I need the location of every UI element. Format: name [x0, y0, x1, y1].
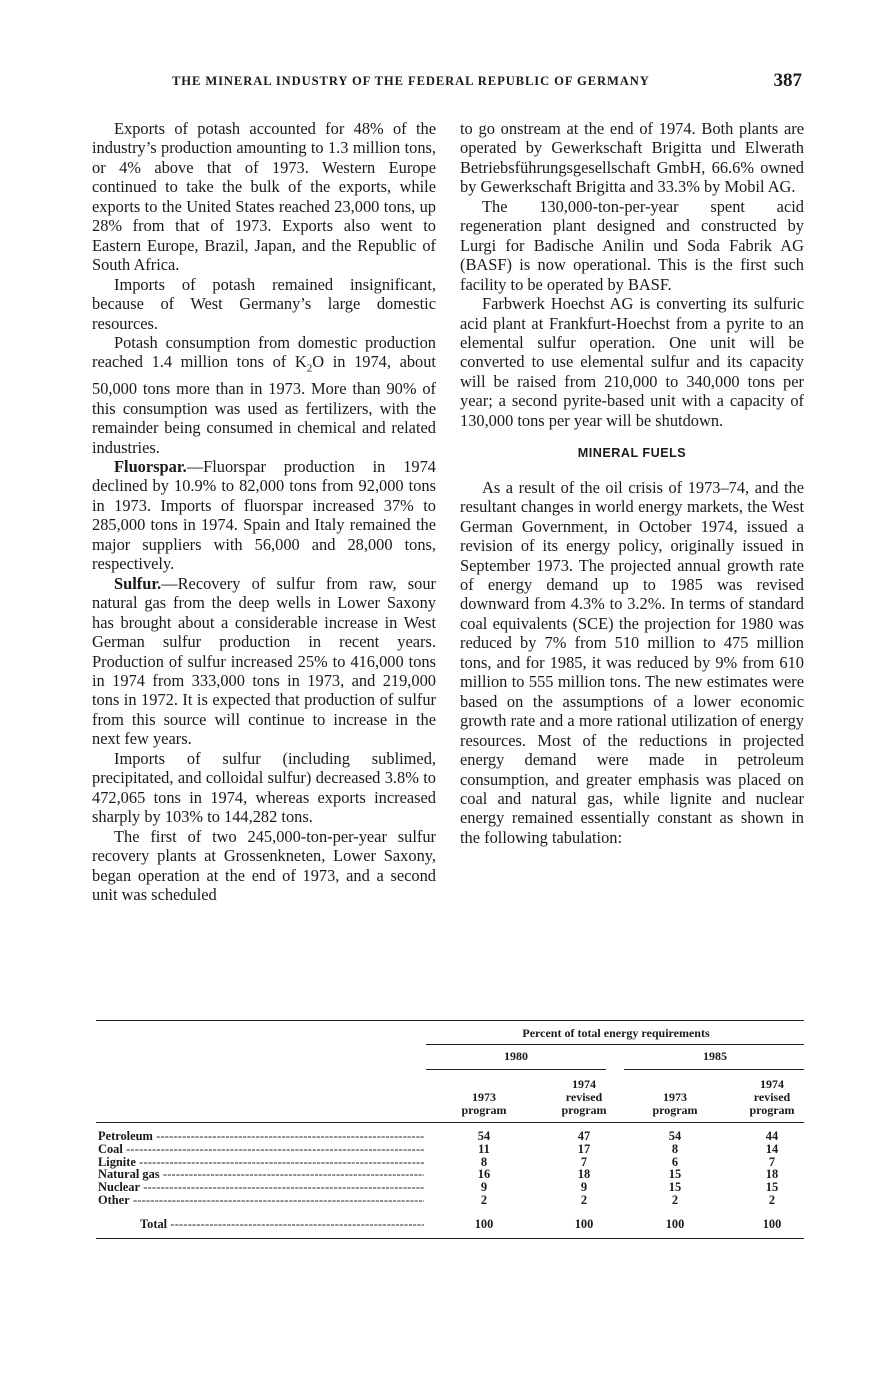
col-header-1985-1973	[640, 1091, 710, 1117]
text-fragment: —Recovery of sulfur from raw, sour natural gas from the deep wells in Lower Saxony has brought about a considerable increase in West German sulfur production in recent years. Production of sulfur increased 25% to 416,000 tons in 1974 from 333,000 tons in 1973, and 219,000 tons in 1972. It is expected that production of sulfur from this source will continue to increase in the next few years.	[92, 573, 436, 749]
paragraph-hoechst: Farbwerk Hoechst AG is converting its sulfuric acid plant at Frankfurt-Hoechst from a pyrite to an elemental sulfur operation. One unit will be converted to use elemental sulfur and its capacity will be raised from 210,000 to 340,000 tons per year; a second pyrite-based unit with a capacity of 130,000 tons per year will be shutdown.	[460, 294, 804, 430]
row-label-natural-gas: Natural gas -----	[98, 1168, 424, 1181]
table-cell: 54	[477, 1129, 491, 1143]
header-line: 1974	[572, 1077, 596, 1091]
table-cell: 15	[668, 1167, 682, 1182]
paragraph-potash-exports: Exports of potash accounted for 48% of the industry’s production amounting to 1.3 million tons, or 4% above that of 1973. Western Europe continued to take the bulk of the exports, while exports to the United States reached 23,000 tons, up 28% from that of 1973. Exports also went to Eastern Europe, Brazil, Japan, and the Republic of South Africa.	[92, 119, 436, 275]
col-header-1985-1974	[734, 1078, 810, 1117]
table-title: Percent of total energy requirements	[522, 1026, 710, 1040]
row-label-total: Total -----	[140, 1218, 424, 1231]
group-rule-1980	[426, 1069, 606, 1070]
table-cell-total: 100	[762, 1217, 782, 1231]
header-line: 1973	[663, 1090, 687, 1104]
section-heading-mineral-fuels: MINERAL FUELS	[577, 446, 687, 461]
text-fragment: —Fluorspar production in 1974 declined by 10.9% to 82,000 tons from 92,000 tons in 1973. Imports of fluorspar increased 37% to 285,000 tons in 1974. Spain and Italy remained the major suppliers with 56,000 and 28,000 tons, respectively.	[92, 456, 436, 574]
page-number: 387	[773, 70, 802, 91]
right-column	[460, 119, 804, 847]
text-fragment: O in 1974, about 50,000 tons more than in 1973. More than 90% of this consumption was used as fertilizers, with the remainder being consumed in chemical and related industries.	[92, 352, 436, 457]
text-fragment: Potash consumption from domestic production reached 1.4 million tons of K	[92, 332, 436, 372]
table-cell-total: 100	[474, 1217, 494, 1231]
table-cell: 18	[765, 1167, 779, 1182]
table-cell-total: 100	[665, 1217, 685, 1231]
paragraph-energy-policy: As a result of the oil crisis of 1973–74, and the resultant changes in world energy markets, the West German Government, in October 1974, issued a revision of its energy policy, originally issued in September 1973. The projected annual growth rate of energy demand up to 1985 was revised downward from 4.3% to 3.2%. In terms of standard coal equivalents (SCE) the projection for 1980 was reduced by 7% from 510 million to 475 million tons, and for 1985, it was reduced by 9% from 610 million to 555 million tons. The new estimates were based on the assumptions of a lower economic growth rate and a more rational utilization of energy resources. Most of the reductions in projected energy demand were made in petroleum consumption, and greater emphasis was placed on coal and natural gas, while lignite and nuclear energy remained essentially constant as shown in the following tabulation:	[460, 477, 804, 847]
header-bottom-rule	[96, 1122, 804, 1123]
group-header-1980: 1980	[504, 1049, 528, 1063]
paragraph-basf: The 130,000-ton-per-year spent acid regeneration plant designed and constructed by Lurgi for Badische Anilin und Soda Fabrik AG (BASF) is now operational. This is the first such facility to be operated by BASF.	[460, 196, 804, 294]
run-in-heading-sulfur: Sulfur.	[114, 573, 162, 593]
page-header	[96, 70, 802, 94]
table-cell: 16	[477, 1167, 491, 1182]
header-line: program	[561, 1103, 607, 1117]
table-cell: 7	[768, 1154, 776, 1169]
paragraph-sulfur	[92, 574, 436, 749]
row-label-coal: Coal -----	[98, 1143, 424, 1156]
paragraph-potash-imports: Imports of potash remained insignificant, because of West Germany’s large domestic resources.	[92, 274, 436, 333]
table-cell: 9	[480, 1180, 488, 1195]
table-cell: 7	[580, 1154, 588, 1169]
table-cell: 6	[671, 1154, 679, 1169]
paragraph-sulfur-plants: The first of two 245,000-ton-per-year sulfur recovery plants at Grossenkneten, Lower Saxony, began operation at the end of 1973, and a second unit was scheduled	[92, 826, 436, 904]
group-rule-1985	[624, 1069, 804, 1070]
table-cell: 15	[668, 1180, 682, 1195]
table-cell: 2	[480, 1193, 488, 1207]
table-cell: 8	[480, 1154, 488, 1169]
group-header-1985: 1985	[703, 1049, 727, 1063]
running-title: THE MINERAL INDUSTRY OF THE FEDERAL REPUBLIC OF GERMANY	[172, 74, 650, 88]
table-bottom-rule	[96, 1238, 804, 1239]
table-cell: 14	[765, 1141, 779, 1156]
table-cell: 15	[765, 1180, 779, 1195]
table-cell: 17	[577, 1141, 591, 1156]
col-header-1980-1973	[448, 1091, 520, 1117]
left-column	[92, 119, 436, 904]
table-cell: 18	[577, 1167, 591, 1182]
row-label-nuclear: Nuclear -----	[98, 1181, 424, 1194]
paragraph-plants-continued: to go onstream at the end of 1974. Both plants are operated by Gewerkschaft Brigitta und Elwerath Betriebsführungsgesellschaft GmbH, 66.6% owned by Gewerkschaft Brigitta and 33.3% by Mobil AG.	[460, 119, 804, 197]
table-cell: 11	[478, 1141, 490, 1156]
row-label-lignite: Lignite -----	[98, 1156, 424, 1169]
subscript: 2	[306, 362, 313, 375]
table-spanner-rule	[426, 1044, 804, 1045]
header-line: revised	[565, 1090, 603, 1104]
header-line: program	[461, 1103, 507, 1117]
header-line: 1974	[760, 1077, 784, 1091]
paragraph-sulfur-imports: Imports of sulfur (including sublimed, precipitated, and colloidal sulfur) decreased 3.8% to 472,065 tons in 1974, whereas exports increased sharply by 103% to 144,282 tons.	[92, 748, 436, 827]
row-label-other: Other -----	[98, 1194, 424, 1207]
header-line: revised	[753, 1090, 791, 1104]
table-cell: 8	[671, 1141, 679, 1156]
paragraph-fluorspar	[92, 457, 436, 574]
table-cell-total: 100	[574, 1217, 594, 1231]
table-cell: 2	[580, 1193, 588, 1207]
header-line: 1973	[472, 1090, 496, 1104]
table-cell: 2	[768, 1193, 776, 1207]
col-header-1980-1974	[546, 1078, 622, 1117]
table-cell: 2	[671, 1193, 679, 1207]
table-top-rule	[96, 1020, 804, 1021]
table-cell: 9	[580, 1180, 588, 1195]
run-in-heading-fluorspar: Fluorspar.	[114, 456, 187, 476]
header-line: program	[749, 1103, 795, 1117]
table-cell: 47	[577, 1129, 591, 1143]
table-cell: 54	[668, 1129, 682, 1143]
table-cell: 44	[765, 1129, 779, 1143]
header-line: program	[652, 1103, 698, 1117]
paragraph-potash-consumption	[92, 333, 436, 457]
row-label-petroleum: Petroleum -----	[98, 1130, 424, 1143]
